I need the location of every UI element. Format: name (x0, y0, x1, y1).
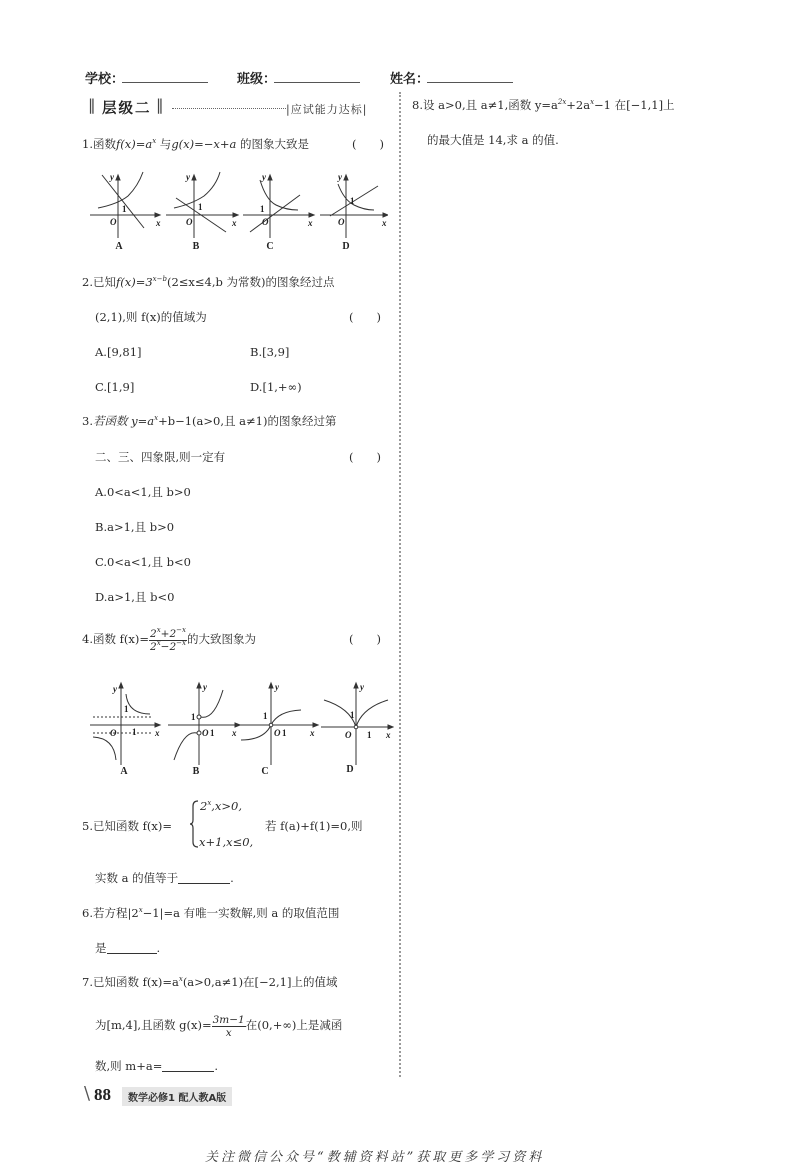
question-7-fraction: $\frac{3m-1}{x}$ (212, 1013, 245, 1039)
question-5-brace-icon (189, 800, 199, 848)
class-label: 班级： (237, 72, 277, 87)
question-3-answer-paren[interactable]: ( ) (349, 450, 381, 464)
svg-text:O: O (274, 728, 281, 738)
question-6-line-1: 6.若方程$|2^x-1|=a$ 有唯一实数解,则 a 的取值范围 (82, 906, 340, 920)
question-6-answer-blank[interactable] (107, 953, 157, 954)
svg-text:y: y (338, 172, 342, 182)
question-7-answer-blank[interactable] (162, 1071, 214, 1072)
name-field[interactable] (427, 82, 513, 83)
question-4-fraction: $\frac{2^x+2^{-x}}{2^x-2^{-x}}$ (150, 625, 186, 653)
svg-text:x: x (310, 728, 315, 738)
question-3-line-1: 3.若函数 $y=a^x+b-1(a>0$,且 a≠1)的图象经过第 (82, 414, 337, 428)
question-5-line-1-post: 若 f(a)+f(1)=0,则 (265, 819, 363, 833)
question-7-line-3: 数,则 m+a= . (95, 1059, 218, 1073)
question-5-case-2: x+1,x≤0, (199, 835, 254, 849)
svg-text:O: O (186, 217, 193, 227)
q4-graph-C-label[interactable]: C (261, 766, 269, 777)
question-3-line-2: 二、三、四象限,则一定有 (95, 450, 226, 464)
section-right-bars: ‖ (156, 96, 164, 114)
question-8-line-1: 8.设 a>0,且 a≠1,函数 $y=a^{2x}+2a^x-1$ 在[−1,1]上 (412, 98, 675, 112)
class-field[interactable] (274, 82, 360, 83)
q4-graph-D-label[interactable]: D (346, 764, 354, 775)
question-5-answer-blank[interactable] (178, 883, 230, 884)
watermark-text: 关注微信公众号“教辅资料站”获取更多学习资料 (205, 1150, 545, 1165)
section-left-bars: ‖ (88, 96, 96, 114)
q1-graph-A-label[interactable]: A (115, 241, 123, 252)
svg-text:O: O (110, 217, 117, 227)
question-5-line-2: 实数 a 的值等于 . (95, 871, 234, 885)
question-1: 1.函数$f(x)=a^x$ 与g(x)=−x+a 的图象大致是 (82, 137, 310, 151)
question-4-graphs (88, 680, 394, 765)
section-dotted-leader (172, 108, 286, 109)
q4-graph-A-label[interactable]: A (120, 766, 128, 777)
question-2-option-C[interactable]: C.[1,9] (95, 380, 135, 394)
question-3-option-D[interactable]: D.a>1,且 b<0 (95, 590, 175, 604)
name-label: 姓名： (390, 72, 430, 87)
question-2-line-1: 2.已知$f(x)=3^{x-b}(2\le x\le 4,b$ 为常数)的图象经过点 (82, 275, 335, 289)
question-2-option-A[interactable]: A.[9,81] (95, 345, 142, 359)
svg-text:1: 1 (210, 728, 215, 738)
svg-text:O: O (110, 728, 117, 738)
svg-text:1: 1 (350, 196, 355, 206)
svg-text:y: y (262, 172, 266, 182)
svg-text:O: O (345, 730, 352, 740)
svg-text:y: y (360, 682, 364, 692)
svg-text:1: 1 (263, 711, 268, 721)
svg-text:1: 1 (350, 710, 355, 720)
question-1-answer-paren[interactable]: ( ) (352, 137, 384, 151)
svg-text:O: O (338, 217, 345, 227)
svg-text:O: O (262, 217, 269, 227)
question-2-line-2: (2,1),则 f(x)的值域为 (95, 310, 207, 324)
page-number: 88 (94, 1085, 111, 1104)
svg-text:y: y (203, 682, 207, 692)
question-8-line-2: 的最大值是 14,求 a 的值. (427, 133, 559, 147)
question-7-line-1: 7.已知函数 $f(x)=a^x(a>0,a\ne 1)$在[−2,1]上的值域 (82, 975, 338, 989)
question-6-line-2: 是 . (95, 941, 161, 955)
svg-text:y: y (275, 682, 279, 692)
svg-text:1: 1 (132, 727, 137, 737)
q1-graph-B-label[interactable]: B (192, 241, 200, 252)
svg-text:1: 1 (260, 204, 265, 214)
question-2-option-B[interactable]: B.[3,9] (250, 345, 290, 359)
question-3-option-C[interactable]: C.0<a<1,且 b<0 (95, 555, 191, 569)
svg-text:x: x (382, 218, 387, 228)
question-5-case-1: $2^x,x>0$, (200, 799, 243, 813)
question-7-line-2: 为[m,4],且函数 g(x)= $\frac{3m-1}{x}$ 在(0,+∞)上是减函 (95, 1013, 343, 1039)
svg-text:1: 1 (282, 728, 287, 738)
school-label: 学校： (85, 72, 125, 87)
svg-text:x: x (155, 728, 160, 738)
svg-text:x: x (156, 218, 161, 228)
question-4-answer-paren[interactable]: ( ) (349, 632, 381, 646)
question-1-graphs (88, 170, 388, 240)
q1-graph-C-label[interactable]: C (266, 241, 274, 252)
question-5-line-1-pre: 5.已知函数 f(x)= (82, 819, 172, 833)
question-2-answer-paren[interactable]: ( ) (349, 310, 381, 324)
section-title: 层级二 (102, 101, 152, 117)
svg-text:x: x (232, 218, 237, 228)
svg-text:x: x (386, 730, 391, 740)
column-divider (399, 92, 401, 1077)
svg-text:y: y (186, 172, 190, 182)
question-2-option-D[interactable]: D.[1,+∞) (250, 380, 302, 394)
svg-text:x: x (308, 218, 313, 228)
svg-text:O: O (202, 728, 209, 738)
question-3-option-B[interactable]: B.a>1,且 b>0 (95, 520, 175, 534)
svg-text:y: y (110, 172, 114, 182)
footer-slash: \ (84, 1083, 91, 1104)
svg-text:1: 1 (191, 712, 196, 722)
q1-graph-D-label[interactable]: D (342, 241, 350, 252)
svg-text:1: 1 (198, 202, 203, 212)
q4-graph-B-label[interactable]: B (192, 766, 200, 777)
school-field[interactable] (122, 82, 208, 83)
svg-text:1: 1 (367, 730, 372, 740)
svg-text:x: x (232, 728, 237, 738)
svg-text:1: 1 (122, 204, 127, 214)
svg-text:y: y (113, 684, 117, 694)
book-title-badge: 数学必修1 配人教A版 (122, 1087, 232, 1106)
question-4: 4.函数 f(x)= $\frac{2^x+2^{-x}}{2^x-2^{-x}}$ 的大致图象为 (82, 625, 256, 653)
svg-text:1: 1 (124, 704, 129, 714)
section-tag: |应试能力达标| (286, 103, 368, 116)
question-3-option-A[interactable]: A.0<a<1,且 b>0 (95, 485, 191, 499)
